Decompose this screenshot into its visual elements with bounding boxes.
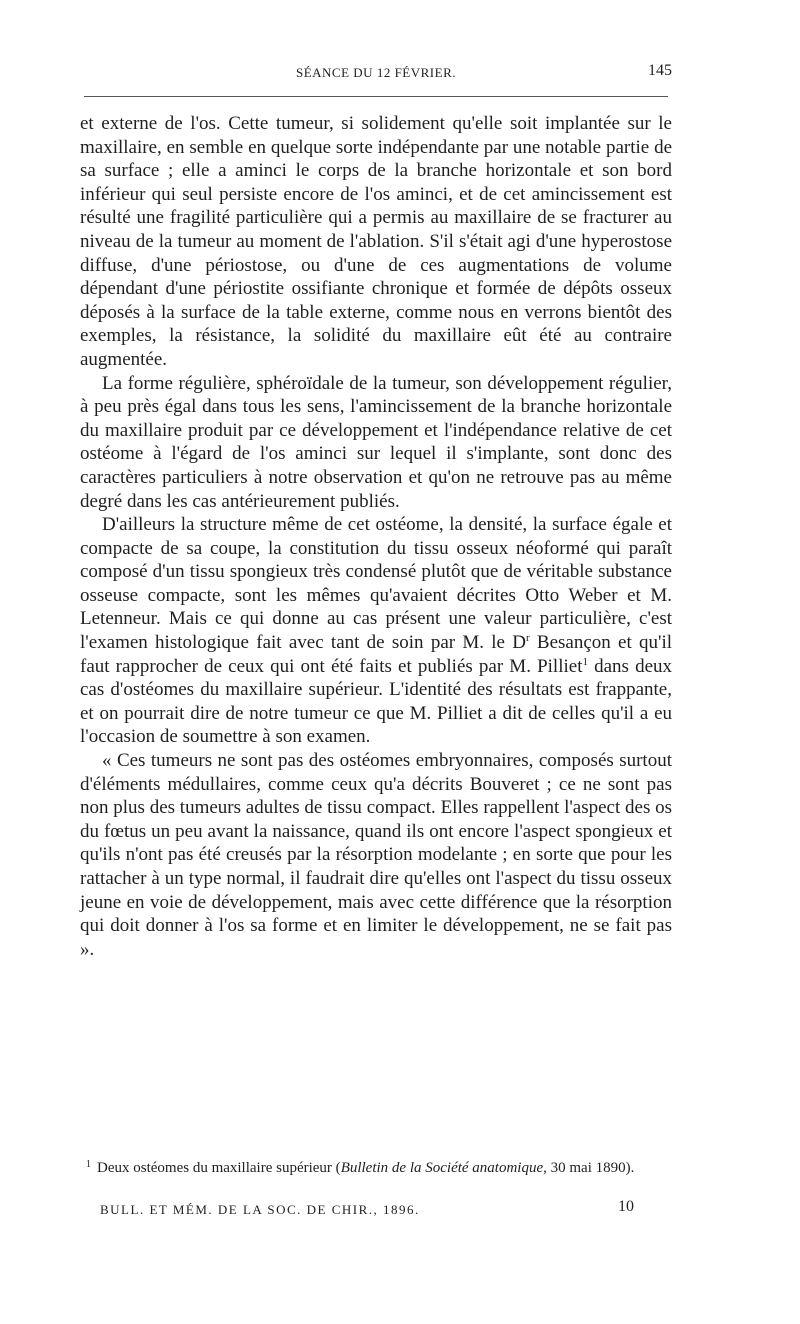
page-footer [80,1196,672,1220]
doctor-abbrev-sup: r [525,632,530,645]
footnote-mark: 1 [86,1159,91,1170]
paragraph-3 [80,513,672,749]
signature-mark: 10 [618,1198,634,1215]
footnote-reference: 1 [582,655,588,668]
header-rule [84,96,668,97]
paragraph-3-part-3: dans deux cas d'ostéomes du maxillaire supérieur. L'identité des résultats est frappante, et on pourrait dire de notre tumeur ce que M. Pilliet a dit de celles qu'il a eu l'occasion de soumettre à son examen. [80,655,673,748]
footnote-1 [80,1154,672,1179]
paragraph-2: La forme régulière, sphéroïdale de la tumeur, son développement régulier, à peu près égal dans tous les sens, l'amincissement de la branche horizontale du maxillaire produit par ce développement et l'indépendance relative de cet ostéome à l'égard de l'os aminci sur lequel il s'implante, sont donc des caractères particuliers à notre observation et qu'on ne retrouve pas au même degré dans les cas antérieurement publiés. [80,372,672,512]
bulletin-line: BULL. ET MÉM. DE LA SOC. DE CHIR., 1896. [100,1202,420,1217]
body-text [80,112,672,961]
paragraph-3-part-2: Besançon et qu'il faut rapprocher de ceux qui ont été faits et publiés par M. Pilliet [80,632,673,677]
running-head [80,62,672,86]
footnotes [80,1154,672,1179]
paragraph-3-part-1: D'ailleurs la structure même de cet ostéome, la densité, la surface égale et compacte de sa coupe, la constitution du tissu osseux néoformé qui paraît composé d'un tissu spongieux très condensé plutôt que de véritable substance osseuse compacte, sont les mêmes qu'avaient décrites Otto Weber et M. Letenneur. Mais ce qui donne au cas présent une valeur particulière, c'est l'examen histologique fait avec tant de soin par M. le D [80,514,672,654]
paragraph-1: et externe de l'os. Cette tumeur, si solidement qu'elle soit implantée sur le maxillaire, en semble en quelque sorte indépendante par une notable partie de sa surface ; elle a aminci le corps de la branche horizontale et son bord inférieur qui seul persiste encore de l'os aminci, et de cet amincissement est résulté une fragilité particulière qui a permis au maxillaire de se fracturer au niveau de la tumeur au moment de l'ablation. S'il s'était agi d'une hyperostose diffuse, d'une périostose, ou d'une de ces augmentations de volume dépendant d'une périostite ossifiante chronique et formée de dépôts osseux déposés à la surface de la table externe, comme nous en verrons bientôt des exemples, la résistance, la solidité du maxillaire eût été au contraire augmentée. [80,113,672,370]
footnote-text-part-1: Deux ostéomes du maxillaire supérieur ( [97,1160,341,1176]
footnote-text-part-2: , 30 mai 1890). [543,1160,635,1176]
page-number: 145 [648,62,672,79]
paragraph-4-quote: « Ces tumeurs ne sont pas des ostéomes embryonnaires, composés surtout d'éléments médullaires, comme ceux qu'a décrits Bouveret ; ce ne sont pas non plus des tumeurs adultes de tissu compact. Elles rappellent l'aspect des os du fœtus un peu avant la naissance, quand ils ont encore l'aspect spongieux et qu'ils n'ont pas été creusés par la résorption modelante ; en sorte que pour les rattacher à un type normal, il faudrait dire qu'elles ont l'aspect du tissu osseux jeune en voie de développement, mais avec cette différence que la résorption qui doit donner à l'os sa forme et en limiter le développement, ne se fait pas ». [80,750,672,960]
footnote-journal-title: Bulletin de la Société anatomique [340,1160,544,1176]
running-title: SÉANCE DU 12 FÉVRIER. [295,65,456,80]
